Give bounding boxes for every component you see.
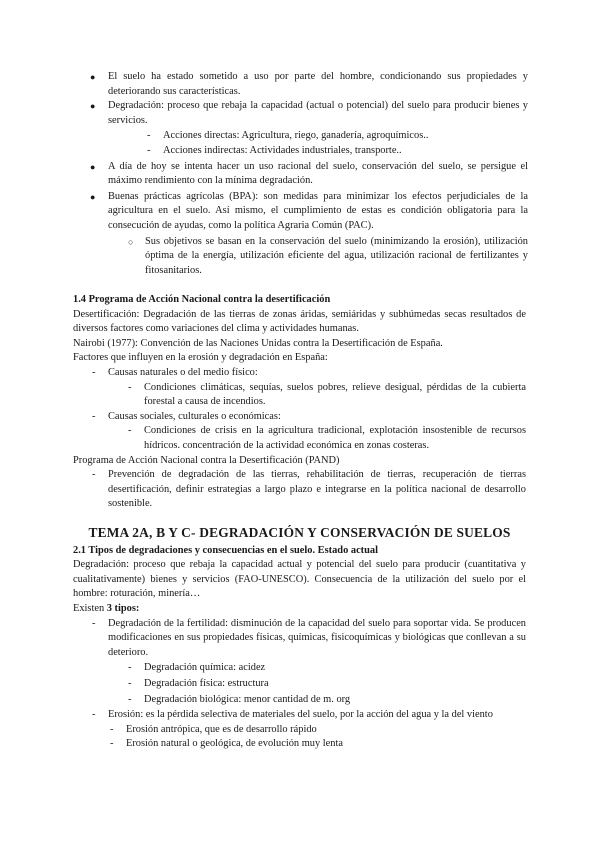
- item-text: Sus objetivos se basan en la conservación del suelo (minimizando la erosión), utilización óptima de la energía, utilización eficiente del agua, utilización racional de fertilizantes y fitosanitarios.: [145, 235, 528, 276]
- list-item: [127, 381, 526, 410]
- circle-marker: ○: [128, 236, 134, 247]
- item-text: Erosión antrópica, que es de desarrollo rápido: [126, 723, 317, 735]
- dash-marker: -: [110, 723, 114, 735]
- bullet-text: A día de hoy se intenta hacer un uso racional del suelo, conservación del suelo, se persigue el máximo rendimiento con la mínima degradación.: [108, 160, 528, 187]
- sub-list: [91, 381, 526, 410]
- sub-list: [91, 424, 526, 453]
- dash-marker: -: [92, 709, 96, 721]
- item-text: Causas sociales, culturales o económicas:: [108, 410, 281, 422]
- list-item: [127, 424, 526, 453]
- dash-marker: -: [92, 410, 96, 422]
- bullet-marker: ●: [90, 161, 96, 172]
- dash-marker: -: [128, 425, 132, 437]
- sub-list: [88, 235, 528, 279]
- list-item: [127, 677, 526, 692]
- list-item: [146, 129, 528, 144]
- item-text: Acciones directas: Agricultura, riego, ganadería, agroquímicos..: [163, 130, 429, 142]
- bullet-text: El suelo ha estado sometido a uso por parte del hombre, condicionando sus propiedades y deteriorando sus características.: [108, 71, 528, 97]
- item-text: Degradación biológica: menor cantidad de m. org: [144, 693, 351, 705]
- list-item: [146, 144, 528, 159]
- item-text: Prevención de degradación de las tierras, rehabilitación de tierras, recuperación de tierras desertificación, definir estrategias a largo plazo e integrarse en la política nacional de desarrollo sostenible.: [108, 469, 526, 510]
- sub-list: [73, 468, 526, 512]
- list-item: [109, 723, 526, 738]
- page-title: TEMA 2A, B Y C- DEGRADACIÓN Y CONSERVACIÓN DE SUELOS: [88, 525, 511, 540]
- item-text: Condiciones climáticas, sequías, suelos pobres, relieve desigual, pérdidas de la cubierta forestal a causa de incendios.: [144, 381, 526, 408]
- bullet-list: [88, 70, 528, 278]
- item-text: Condiciones de crisis en la agricultura tradicional, explotación insostenible de recursos hídricos. concentración de la actividad económica en zonas costeras.: [144, 425, 526, 451]
- paragraph: Degradación: proceso que rebaja la capacidad actual y potencial del suelo para producir (cuantitativa y cualitativamente) bienes y servicios (FAO-UNESCO). Consecuencia de la utilización del suelo por el hombre: roturación, minería…: [73, 559, 526, 600]
- list-item: [88, 160, 528, 189]
- item-text: Causas naturales o del medio físico:: [108, 366, 258, 378]
- dash-marker: -: [147, 144, 151, 156]
- item-text: Erosión: es la pérdida selectiva de materiales del suelo, por la acción del agua y la del viento: [108, 709, 493, 721]
- section-1-4: [73, 293, 526, 512]
- section-heading: 1.4 Programa de Acción Nacional contra la desertificación: [73, 294, 331, 305]
- sub-list: [73, 366, 526, 454]
- list-item: [91, 617, 526, 661]
- list-item: [127, 661, 526, 676]
- bullet-marker: ●: [90, 191, 96, 202]
- sub-list: [73, 617, 526, 752]
- existen-prefix: Existen: [73, 602, 107, 614]
- dash-marker: -: [92, 617, 96, 629]
- paragraph: Programa de Acción Nacional contra la Desertificación (PAND): [73, 454, 340, 466]
- existen-bold: 3 tipos:: [106, 602, 140, 614]
- bullet-text: Buenas prácticas agrícolas (BPA): son medidas para minimizar los efectos perjudiciales de la agricultura en el suelo. Así mismo, el cumplimiento de estas es condición obligatoria para la consecución de ayudas, como la política Agraria Común (PAC).: [108, 190, 528, 231]
- item-text: Erosión natural o geológica, de evolución muy lenta: [126, 738, 343, 750]
- item-text: Degradación de la fertilidad: disminución de la capacidad del suelo para soportar vida. Se producen modificaciones en sus propiedades físicas, químicas, fisicoquímicas y biológicas que conllevan a su deterioro.: [108, 617, 526, 658]
- section-heading: 2.1 Tipos de degradaciones y consecuencias en el suelo. Estado actual: [73, 544, 379, 556]
- list-item: [91, 468, 526, 512]
- item-text: Acciones indirectas: Actividades industriales, transporte..: [163, 144, 402, 156]
- item-text: Degradación física: estructura: [144, 677, 269, 689]
- dash-marker: -: [92, 366, 96, 378]
- sub-list: [91, 661, 526, 707]
- dash-marker: -: [128, 693, 132, 705]
- list-item: [128, 235, 528, 279]
- dash-marker: -: [92, 469, 96, 481]
- dash-marker: -: [147, 130, 151, 142]
- sub-list: [88, 129, 528, 158]
- paragraph: Desertificación: Degradación de las tierras de zonas áridas, semiáridas y subhúmedas secas resultados de diversos factores como variaciones del clima y actividades humanas.: [73, 308, 526, 335]
- list-item: [91, 708, 526, 723]
- dash-marker: -: [110, 738, 114, 750]
- dash-marker: -: [128, 677, 132, 689]
- paragraph: Nairobi (1977): Convención de las Naciones Unidas contra la Desertificación de España.: [73, 337, 443, 349]
- bullet-marker: ●: [90, 72, 96, 82]
- list-item: [109, 737, 526, 752]
- list-item: [127, 693, 526, 708]
- sub-list: [91, 723, 526, 752]
- tema-2-section: [73, 526, 526, 752]
- dash-marker: -: [128, 662, 132, 674]
- list-item: [91, 366, 526, 381]
- item-text: Degradación química: acidez: [144, 662, 266, 674]
- list-item: [88, 190, 528, 234]
- bullet-text: Degradación: proceso que rebaja la capacidad (actual o potencial) del suelo para producir bienes y servicios.: [108, 100, 528, 126]
- list-item: [91, 410, 526, 425]
- bullet-marker: ●: [90, 101, 96, 112]
- list-item: [88, 70, 528, 99]
- list-item: [88, 99, 528, 128]
- dash-marker: -: [128, 381, 132, 393]
- paragraph: Factores que influyen en la erosión y degradación en España:: [73, 352, 328, 364]
- paragraph: [73, 602, 526, 617]
